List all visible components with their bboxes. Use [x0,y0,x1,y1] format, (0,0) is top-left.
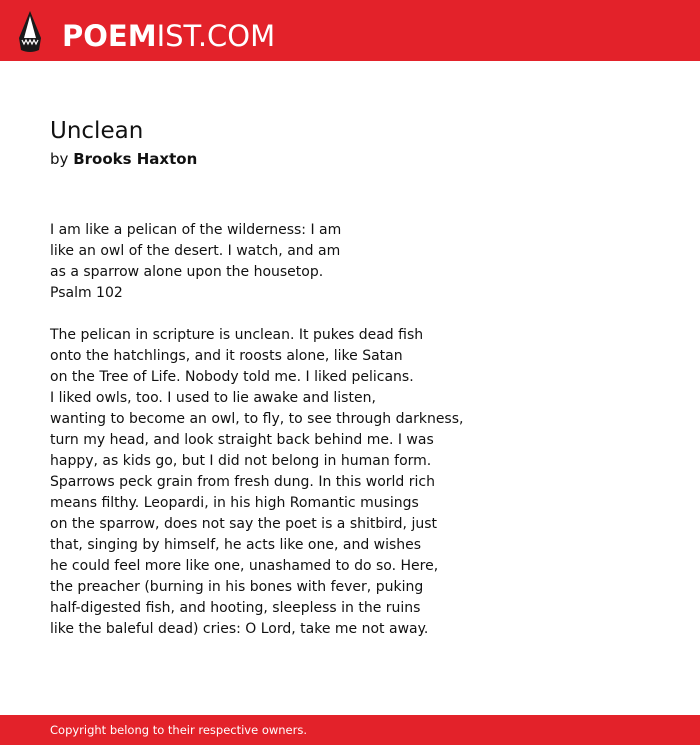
poem-line: like an owl of the desert. I watch, and am [50,243,341,259]
site-footer [0,715,700,745]
pencil-icon [18,10,42,52]
poem-line: wanting to become an owl, to fly, to see through darkness, [50,411,464,427]
poem-line: happy, as kids go, but I did not belong in human form. [50,453,432,469]
logo-wordmark [62,19,276,53]
copyright-text: Copyright belong to their respective owners. [50,723,308,737]
poem-byline [50,150,197,168]
poem-line: that, singing by himself, he acts like one, and wishes [50,537,422,553]
poem-line: on the sparrow, does not say the poet is a shitbird, just [50,516,438,532]
poem-line: The pelican in scripture is unclean. It pukes dead fish [50,327,424,343]
author-link[interactable]: Brooks Haxton [73,150,198,168]
poem-line: I am like a pelican of the wilderness: I am [50,222,342,238]
poem-line: half-digested fish, and hooting, sleepless in the ruins [50,600,421,616]
poem-line: as a sparrow alone upon the housetop. [50,264,324,280]
main-stanza [50,325,570,640]
site-header [0,0,700,61]
poem-line: means filthy. Leopardi, in his high Romantic musings [50,495,419,511]
logo-light-text: IST.COM [156,19,276,53]
by-label: by [50,150,69,168]
poem-line: the preacher (burning in his bones with fever, puking [50,579,424,595]
poem-line: turn my head, and look straight back behind me. I was [50,432,434,448]
site-logo[interactable] [18,10,276,53]
poem-line: I liked owls, too. I used to lie awake and listen, [50,390,376,406]
poem-line: onto the hatchlings, and it roosts alone, like Satan [50,348,403,364]
epigraph-stanza [50,220,570,304]
poem-title: Unclean [50,118,144,144]
poem-line: on the Tree of Life. Nobody told me. I liked pelicans. [50,369,414,385]
poem-line: Psalm 102 [50,285,123,301]
logo-bold-text: POEM [62,19,157,53]
poem-body [50,220,570,661]
poem-line: he could feel more like one, unashamed to do so. Here, [50,558,439,574]
poem-line: like the baleful dead) cries: O Lord, take me not away. [50,621,429,637]
poem-line: Sparrows peck grain from fresh dung. In this world rich [50,474,435,490]
